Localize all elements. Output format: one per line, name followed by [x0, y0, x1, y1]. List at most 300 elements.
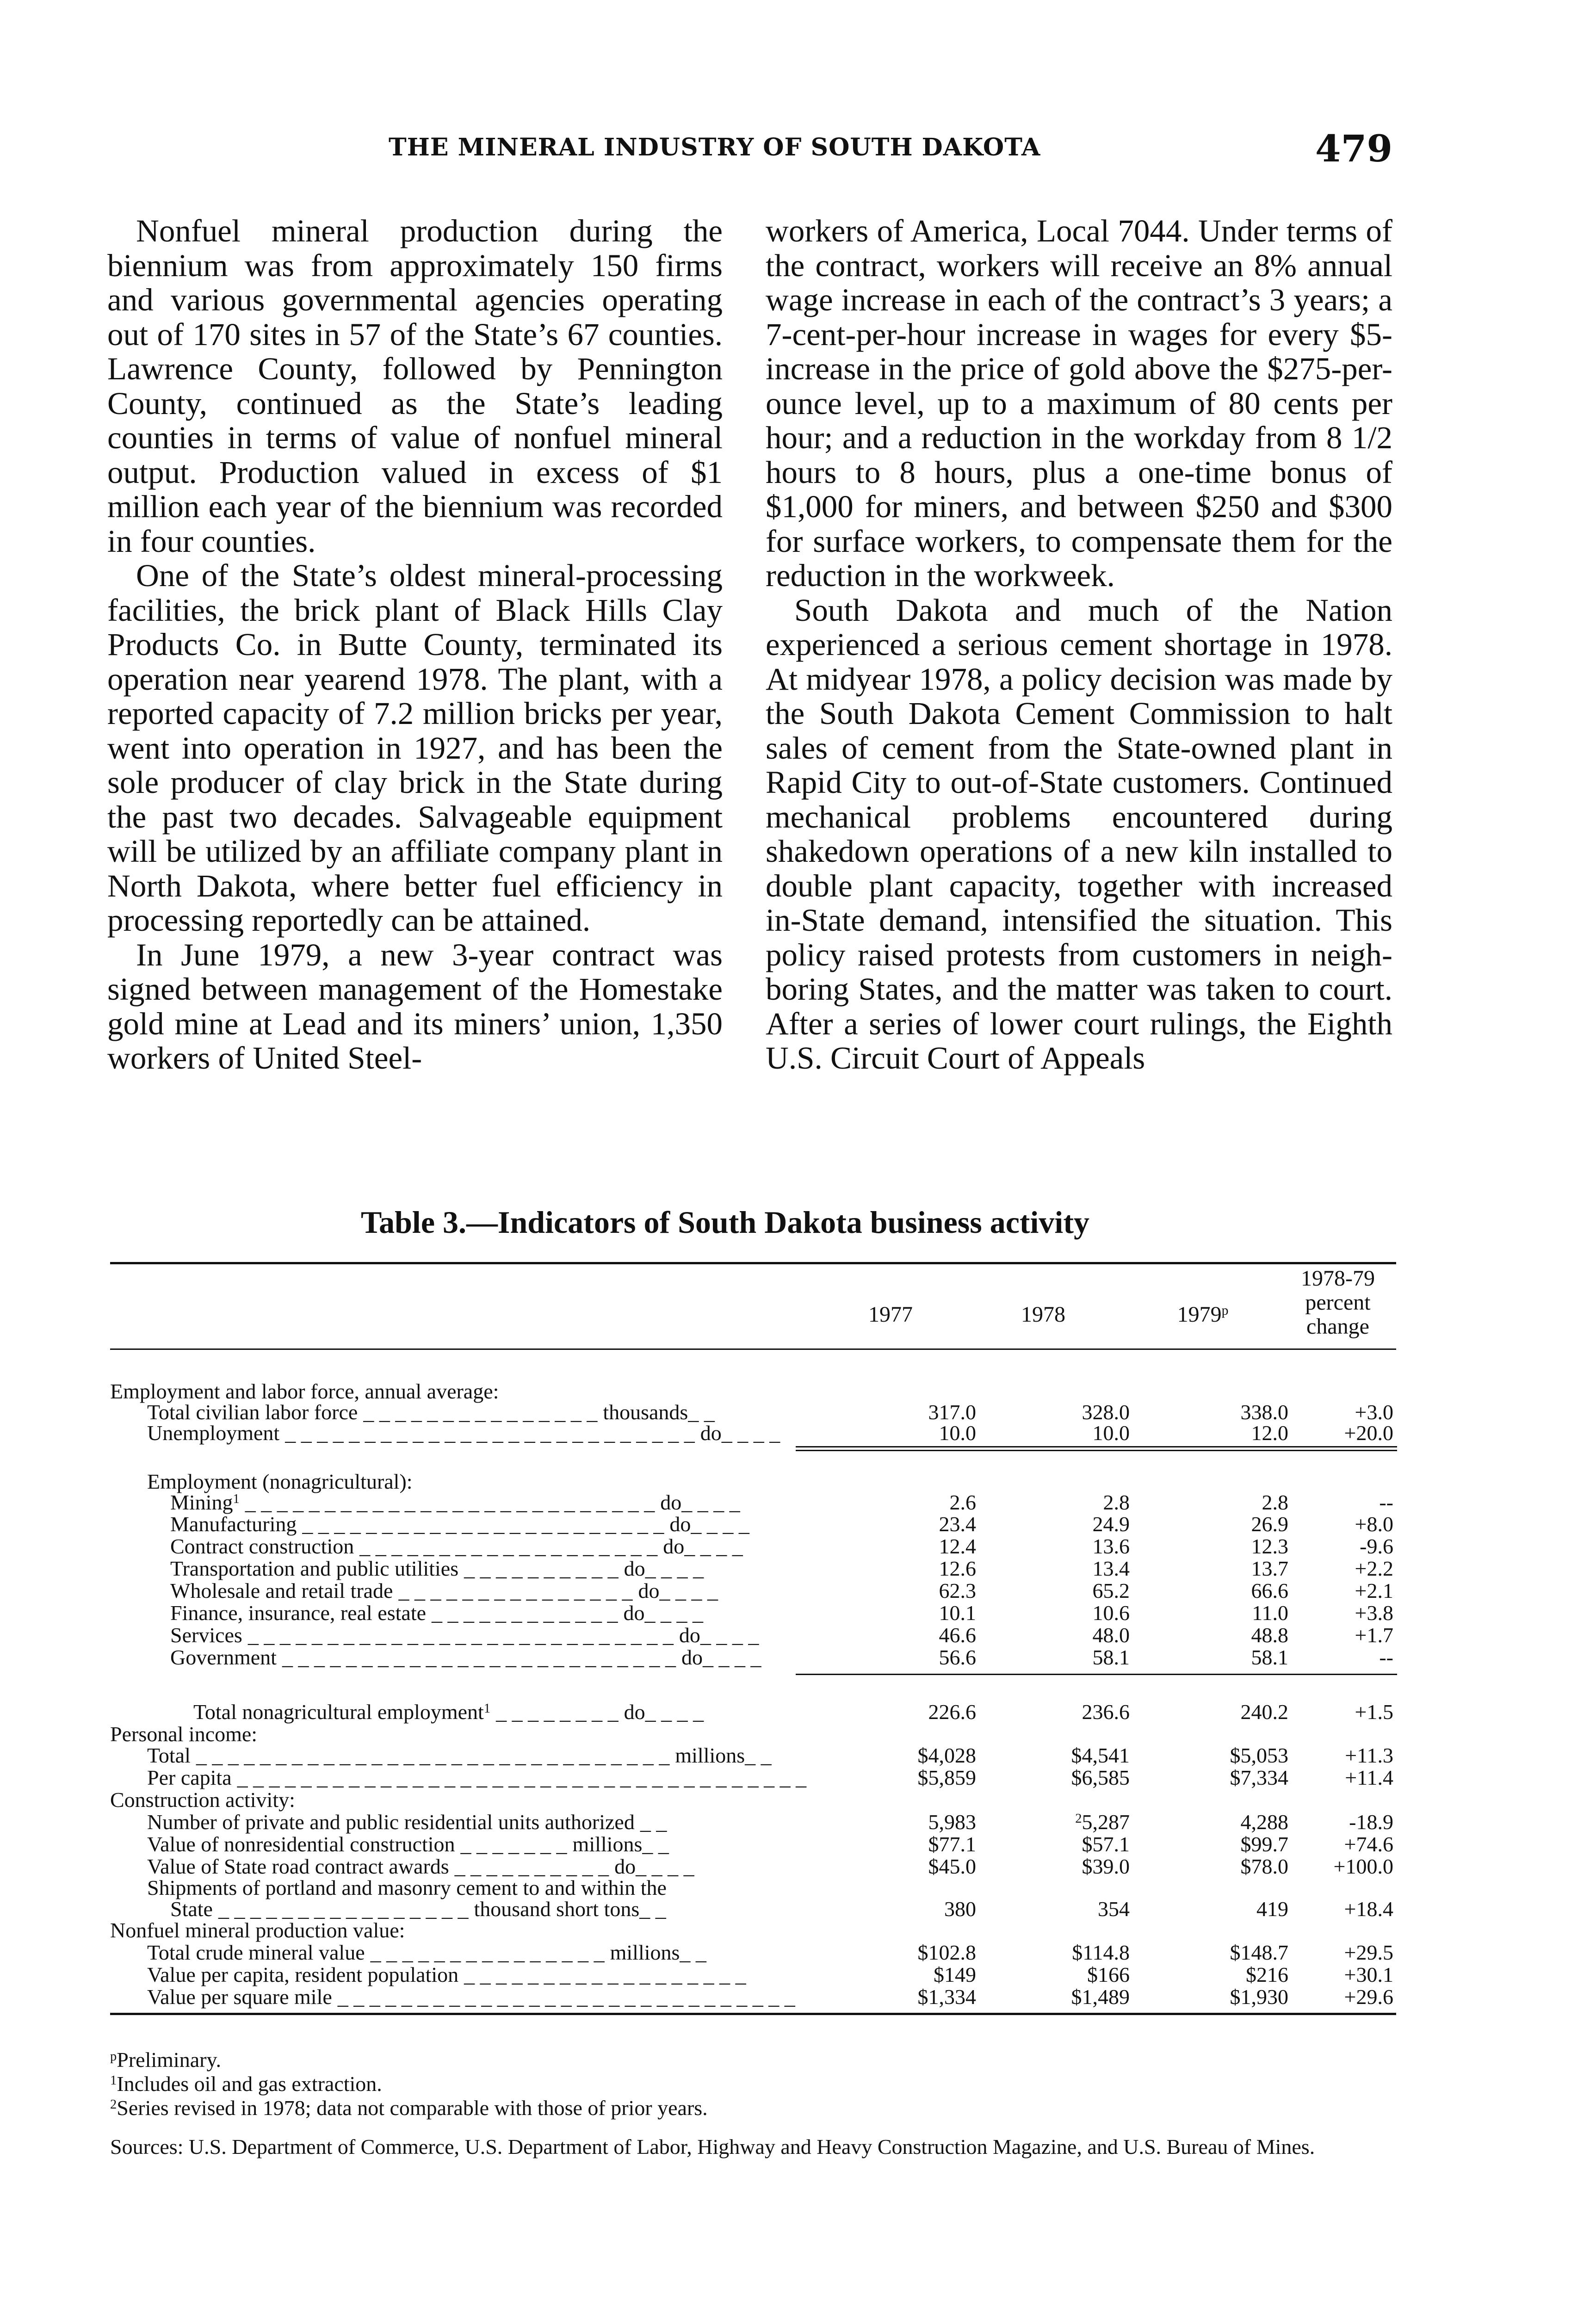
cell-change [1344, 1986, 1393, 2008]
column-header-1978-label: 1978 [1021, 1302, 1065, 1327]
row-label [147, 1745, 772, 1766]
cell-change-value: -- [1379, 1490, 1393, 1514]
cell-1978 [1082, 1701, 1130, 1723]
row-unit: do_ _ _ _ [681, 1645, 761, 1669]
row-label-text: Government [170, 1645, 277, 1669]
row-label-text: Per capita [147, 1766, 232, 1789]
row-label [110, 1789, 295, 1811]
row-unit: millions_ _ [572, 1832, 669, 1856]
cell-1979-value: $1,930 [1230, 1985, 1288, 2009]
cell-1979 [1230, 1745, 1289, 1766]
paragraph: South Dakota and much of the Nation experienced a serious cement shortage in 1978. At midyear 1978, a policy decision was made by the South Dakota Cement Commission to halt sales of cement from the State-owned plant in Rapid City to out-of-State customers. Continued mechanical problems encountered during shakedown operations of a new kiln installed to double plant capacity, together with increased in-State demand, intensified the situation. This policy raised protests from customers in neighboring States, and the matter was taken to court. After a series of lower court rulings, the Eighth U.S. Circuit Court of Appeals [766, 592, 1392, 1076]
cell-change-value: +30.1 [1344, 1963, 1393, 1986]
table-row [0, 1647, 1596, 1668]
table-top-rule [110, 1262, 1396, 1264]
row-label-text: Nonfuel mineral production value: [110, 1918, 405, 1942]
cell-1979 [1251, 1647, 1289, 1668]
row-label-footnote-mark: 1 [233, 1491, 240, 1506]
row-unit: do_ _ _ _ [638, 1579, 718, 1602]
cell-change-value: +18.4 [1344, 1897, 1393, 1921]
table-header-rule [110, 1348, 1396, 1350]
row-label-text: Unemployment [147, 1421, 280, 1445]
cell-1977-value: 62.3 [939, 1579, 976, 1602]
cell-change [1355, 1514, 1393, 1535]
row-unit: millions_ _ [675, 1744, 772, 1767]
cell-change-value: +11.4 [1345, 1766, 1393, 1789]
row-leader: _ _ _ _ _ _ _ _ _ _ _ _ _ _ _ _ _ _ _ _ _ _ _ _ _ [282, 1645, 676, 1669]
row-label [170, 1536, 743, 1557]
cell-change-value: +8.0 [1355, 1512, 1393, 1536]
row-label [170, 1580, 718, 1602]
row-label-text: Total nonagricultural employment [193, 1700, 484, 1724]
cell-1978 [1103, 1492, 1130, 1513]
cell-1978-value: 328.0 [1082, 1400, 1130, 1424]
cell-1977 [918, 1942, 977, 1963]
cell-1979-value: 12.0 [1251, 1421, 1288, 1445]
table-row [0, 1767, 1596, 1788]
row-label [193, 1701, 704, 1723]
cell-1979-value: 338.0 [1240, 1400, 1288, 1424]
cell-1977-value: 2.6 [949, 1490, 976, 1514]
cell-change [1355, 1701, 1393, 1723]
cell-1977 [928, 1834, 977, 1855]
cell-change-value: +1.7 [1355, 1623, 1393, 1647]
table-row [0, 1899, 1596, 1920]
column-header-change-line: change [1306, 1314, 1369, 1339]
column-header-1979 [1133, 1303, 1272, 1379]
cell-1977-value: $77.1 [928, 1832, 976, 1856]
row-label-text: Value per capita, resident population [147, 1963, 459, 1986]
table-row [0, 1402, 1596, 1423]
cell-change-value: -9.6 [1360, 1534, 1393, 1558]
table-row [0, 1856, 1596, 1877]
cell-1978 [1082, 1402, 1130, 1423]
table-row [0, 1834, 1596, 1855]
cell-change [1344, 1834, 1393, 1855]
table-row [0, 1558, 1596, 1579]
cell-change [1334, 1856, 1393, 1877]
paragraph: workers of America, Local 7044. Under terms of the contract, workers will receive an 8% annual wage increase in each of the contract’s 3 years; a 7-cent-per-hour increase in wages for every $5-increase in the price of gold above the $275-per-ounce level, up to a maximum of 80 cents per hour; and a reduction in the workday from 8 1/2 hours to 8 hours, plus a one-time bonus of $1,000 for miners, and between $250 and $300 for surface workers, to compensate them for the reduction in the workweek. [766, 213, 1392, 593]
row-label [147, 1856, 694, 1877]
cell-1978-value: 10.6 [1092, 1601, 1130, 1625]
cell-1978 [1093, 1625, 1130, 1646]
cell-1978-value: 2.8 [1103, 1490, 1130, 1514]
cell-1979 [1230, 1942, 1289, 1963]
row-label-text: Manufacturing [170, 1512, 297, 1536]
cell-change [1345, 1745, 1393, 1766]
row-unit: do_ _ _ _ [669, 1512, 749, 1536]
preliminary-mark: p [1221, 1303, 1229, 1318]
cell-1977-value: $102.8 [917, 1941, 976, 1964]
table-row [0, 1812, 1596, 1833]
row-label [110, 1724, 257, 1745]
cell-1977-value: $4,028 [917, 1744, 976, 1767]
cell-1977-value: 46.6 [939, 1623, 976, 1647]
cell-1978-value: $57.1 [1082, 1832, 1130, 1856]
cell-1977-value: $45.0 [928, 1855, 976, 1878]
cell-change-value: +29.6 [1344, 1985, 1393, 2009]
cell-1977-value: 12.6 [939, 1557, 976, 1580]
row-leader: _ _ [640, 1810, 667, 1834]
row-label-text: Total civilian labor force [147, 1400, 358, 1424]
cell-1977 [928, 1701, 977, 1723]
cell-1977-value: $5,859 [917, 1766, 976, 1789]
row-unit: millions_ _ [610, 1941, 706, 1964]
cell-1978 [1071, 1986, 1130, 2008]
row-label-text: Finance, insurance, real estate [170, 1601, 427, 1625]
row-leader: _ _ _ _ _ _ _ _ _ _ _ _ _ _ _ _ _ _ _ _ _ _ _ _ _ _ _ _ _ _ _ _ _ _ _ _ [237, 1766, 807, 1789]
cell-change [1355, 1625, 1393, 1646]
row-label-text: Value of nonresidential construction [147, 1832, 455, 1856]
cell-change [1379, 1492, 1393, 1513]
row-label [110, 1920, 405, 1941]
row-label [147, 1877, 667, 1899]
table-row [0, 1536, 1596, 1557]
cell-change [1349, 1812, 1393, 1833]
cell-1978 [1093, 1514, 1130, 1535]
row-label [170, 1647, 761, 1668]
row-label-text: Contract construction [170, 1534, 354, 1558]
footnote-text: Series revised in 1978; data not comparable with those of prior years. [117, 2096, 708, 2120]
cell-1979-value: 26.9 [1251, 1512, 1288, 1536]
cell-1979-value: 419 [1256, 1897, 1288, 1921]
cell-1979 [1251, 1625, 1289, 1646]
table-row [0, 1986, 1596, 2008]
row-label [170, 1514, 749, 1535]
cell-change [1355, 1580, 1393, 1602]
cell-change-value: +74.6 [1344, 1832, 1393, 1856]
body-column-right [766, 214, 1392, 1076]
cell-1977-value: 5,983 [928, 1810, 976, 1834]
footnote-1 [110, 2072, 1401, 2096]
cell-1978 [1093, 1580, 1130, 1602]
footnote-mark: 2 [110, 2097, 117, 2112]
cell-1977-value: 23.4 [939, 1512, 976, 1536]
cell-1977 [928, 1402, 977, 1423]
row-leader: _ _ _ _ _ _ _ _ _ _ _ _ _ _ _ [398, 1579, 633, 1602]
cell-change-value: +11.3 [1345, 1744, 1393, 1767]
cell-1978 [1087, 1964, 1130, 1985]
body-column-left [107, 214, 723, 1076]
cell-change-value: +3.8 [1355, 1601, 1393, 1625]
cell-1977 [934, 1964, 976, 1985]
row-leader: _ _ _ _ _ _ _ _ _ _ _ _ _ _ _ _ _ _ _ _ _ _ _ [302, 1512, 664, 1536]
table-title: Table 3.—Indicators of South Dakota business activity [361, 1205, 1089, 1240]
column-header-1977 [821, 1303, 960, 1379]
cell-1978-value: 354 [1098, 1897, 1130, 1921]
cell-1979 [1241, 1834, 1289, 1855]
row-label-text: Value per square mile [147, 1985, 332, 2009]
row-leader: _ _ _ _ _ _ _ _ _ _ _ _ _ _ _ _ _ _ [464, 1963, 746, 1986]
cell-1979-value: $78.0 [1240, 1855, 1288, 1878]
row-label [147, 1422, 780, 1444]
row-unit: do_ _ _ _ [623, 1601, 704, 1625]
row-label [147, 1812, 667, 1833]
cell-1978-value: $39.0 [1082, 1855, 1130, 1878]
cell-1978-value: 24.9 [1092, 1512, 1130, 1536]
cell-1977 [939, 1647, 977, 1668]
cell-1978 [1082, 1834, 1130, 1855]
table-row [0, 1964, 1596, 1985]
row-label [110, 1381, 499, 1402]
cell-1979 [1230, 1986, 1289, 2008]
cell-1979 [1230, 1767, 1289, 1788]
row-label-text: Personal income: [110, 1722, 258, 1746]
cell-1977 [928, 1856, 977, 1877]
table-row [0, 1920, 1596, 1941]
row-label [147, 1402, 715, 1423]
cell-1977-value: 56.6 [939, 1645, 976, 1669]
cell-1978-value: 13.4 [1092, 1557, 1130, 1580]
row-label-text: Total crude mineral value [147, 1941, 365, 1964]
cell-1977-value: 10.1 [939, 1601, 976, 1625]
section-rule [796, 1450, 1397, 1451]
cell-1979-value: $216 [1246, 1963, 1288, 1986]
cell-1979 [1256, 1899, 1288, 1920]
row-label-text: Total [147, 1744, 191, 1767]
cell-change-value: +20.0 [1344, 1421, 1393, 1445]
row-label [170, 1492, 740, 1513]
row-label-text: State [170, 1897, 213, 1921]
row-unit: thousands_ _ [603, 1400, 715, 1424]
table-row [0, 1471, 1596, 1492]
row-unit: thousand short tons_ _ [474, 1897, 666, 1921]
row-label-text: Services [170, 1623, 242, 1647]
cell-change [1355, 1402, 1393, 1423]
cell-footnote-mark: 2 [1075, 1811, 1082, 1826]
cell-1978-value: 10.0 [1092, 1421, 1130, 1445]
cell-1978 [1072, 1942, 1130, 1963]
cell-change-value: +100.0 [1333, 1855, 1393, 1878]
cell-change-value: -- [1379, 1645, 1393, 1669]
cell-change-value: +1.5 [1355, 1700, 1393, 1724]
table-row [0, 1789, 1596, 1811]
paragraph: Nonfuel mineral production during the biennium was from approximately 150 firms and various governmental agencies operating out of 170 sites in 57 of the State’s 67 counties. Lawrence County, followed by Pennington County, continued as the State’s leading counties in terms of value of nonfuel mineral output. Production valued in excess of $1 million each year of the biennium was recorded in four counties. [107, 213, 723, 559]
cell-1977 [939, 1625, 977, 1646]
cell-1977 [950, 1492, 977, 1513]
footnote-text: Preliminary. [117, 2048, 221, 2072]
row-label-text: Transportation and public utilities [170, 1557, 459, 1580]
cell-1979 [1251, 1558, 1289, 1579]
table-row [0, 1724, 1596, 1745]
cell-1979 [1251, 1536, 1289, 1557]
cell-1979 [1241, 1701, 1289, 1723]
cell-1977-value: 12.4 [939, 1534, 976, 1558]
cell-1979-value: $7,334 [1230, 1766, 1288, 1789]
cell-1978 [1075, 1812, 1130, 1833]
cell-1979-value: 58.1 [1251, 1645, 1288, 1669]
cell-change-value: +29.5 [1344, 1941, 1393, 1964]
row-unit: do_ _ _ _ [700, 1421, 780, 1445]
footnote-preliminary [110, 2048, 1401, 2072]
cell-change-value: +2.2 [1355, 1557, 1393, 1580]
cell-1979-value: 240.2 [1240, 1700, 1288, 1724]
paragraph: One of the State’s oldest mineral-processing facilities, the brick plant of Black Hills Clay Products Co. in Butte County, terminated its operation near yearend 1978. The plant, with a reported capacity of 7.2 million bricks per year, went into operation in 1927, and has been the sole producer of clay brick in the State during the past two decades. Salvageable equipment will be utilized by an affiliate company plant in North Dakota, where better fuel efficiency in processing reportedly can be attained. [107, 558, 723, 938]
row-label-text: Number of private and public residential units authorized [147, 1810, 635, 1834]
cell-change [1344, 1964, 1393, 1985]
row-leader: _ _ _ _ _ _ _ _ _ _ _ _ _ _ _ [363, 1400, 598, 1424]
row-label [170, 1602, 703, 1624]
cell-1979 [1252, 1602, 1288, 1624]
running-head [116, 127, 1392, 170]
cell-1979 [1246, 1964, 1288, 1985]
cell-1977 [939, 1514, 977, 1535]
footnote-text: Includes oil and gas extraction. [117, 2072, 382, 2096]
cell-1977-value: $1,334 [917, 1985, 976, 2009]
cell-1977 [939, 1602, 977, 1624]
cell-1978-value: $114.8 [1072, 1941, 1130, 1964]
row-leader: _ _ _ _ _ _ _ _ _ _ _ _ _ _ _ _ _ _ _ _ _ _ _ _ _ _ _ _ _ _ [196, 1744, 670, 1767]
footnote-2 [110, 2097, 1401, 2120]
cell-change [1344, 1422, 1393, 1444]
row-label [147, 1942, 706, 1963]
cell-1978-value: 48.0 [1092, 1623, 1130, 1647]
cell-1978 [1082, 1856, 1130, 1877]
cell-1977-value: 226.6 [928, 1700, 976, 1724]
cell-1977 [939, 1558, 977, 1579]
cell-1979-value: 48.8 [1251, 1623, 1288, 1647]
cell-change [1344, 1899, 1393, 1920]
table-row [0, 1492, 1596, 1513]
cell-1979-value: 2.8 [1262, 1490, 1288, 1514]
cell-1979 [1241, 1402, 1289, 1423]
footnote-mark: 1 [110, 2073, 117, 2088]
row-leader: _ _ _ _ _ _ _ _ _ _ _ _ _ _ _ _ _ _ _ _ _ _ _ _ _ _ _ [247, 1623, 674, 1647]
row-label [147, 1767, 806, 1788]
cell-1977-value: $149 [934, 1963, 976, 1986]
cell-change [1344, 1942, 1393, 1963]
row-label-text: Value of State road contract awards [147, 1855, 449, 1878]
cell-1978-value: 58.1 [1092, 1645, 1130, 1669]
cell-1978-value: 13.6 [1092, 1534, 1130, 1558]
table-row [0, 1701, 1596, 1723]
cell-1979 [1251, 1514, 1289, 1535]
table-row [0, 1422, 1596, 1444]
row-leader: _ _ _ _ _ _ _ _ _ _ _ _ _ _ _ _ _ _ _ [359, 1534, 658, 1558]
cell-change [1345, 1767, 1393, 1788]
row-leader: _ _ _ _ _ _ _ _ _ _ _ _ [432, 1601, 618, 1625]
page-number: 479 [1315, 127, 1392, 170]
cell-1979-value: 13.7 [1251, 1557, 1288, 1580]
cell-1977-value: 10.0 [939, 1421, 976, 1445]
row-label [170, 1899, 666, 1920]
cell-1979-value: 4,288 [1240, 1810, 1288, 1834]
cell-1978 [1093, 1558, 1130, 1579]
column-header-1978 [974, 1303, 1113, 1379]
cell-1977 [939, 1580, 977, 1602]
row-leader: _ _ _ _ _ _ _ _ _ _ _ _ _ _ _ _ _ _ _ _ _ _ _ _ _ _ [245, 1490, 655, 1514]
cell-1978 [1071, 1767, 1130, 1788]
column-header-1979-label: 1979 [1177, 1302, 1222, 1327]
cell-1977 [918, 1767, 977, 1788]
row-label [147, 1834, 669, 1855]
row-label [147, 1986, 795, 2008]
row-unit: do_ _ _ _ [624, 1557, 704, 1580]
cell-1979 [1241, 1812, 1289, 1833]
cell-1977-value: 380 [944, 1897, 976, 1921]
row-label [147, 1471, 413, 1492]
table-row [0, 1602, 1596, 1624]
row-unit: do_ _ _ _ [614, 1855, 694, 1878]
cell-change [1355, 1558, 1393, 1579]
cell-1978 [1093, 1536, 1130, 1557]
cell-change-value: -18.9 [1349, 1810, 1393, 1834]
row-label [147, 1964, 746, 1985]
row-unit: do_ _ _ _ [624, 1700, 704, 1724]
row-leader: _ _ _ _ _ _ _ _ _ _ _ _ _ _ _ _ _ _ _ _ _ _ _ _ _ _ [285, 1421, 695, 1445]
cell-change [1355, 1602, 1393, 1624]
cell-change [1360, 1536, 1393, 1557]
cell-change-value: +2.1 [1355, 1579, 1393, 1602]
column-header-change-line: 1978-79 [1301, 1266, 1375, 1291]
row-leader: _ _ _ _ _ _ _ _ _ _ _ _ _ _ _ _ [218, 1897, 469, 1921]
row-leader: _ _ _ _ _ _ _ _ _ _ _ _ _ _ _ _ _ _ _ _ _ _ _ _ _ _ _ _ _ [337, 1985, 795, 2009]
cell-1978 [1098, 1899, 1130, 1920]
column-header-1977-label: 1977 [868, 1302, 913, 1327]
cell-1977 [939, 1536, 977, 1557]
cell-change [1379, 1647, 1393, 1668]
row-label-text: Shipments of portland and masonry cement to and within the [147, 1876, 667, 1899]
row-label [170, 1625, 759, 1646]
cell-1977 [918, 1745, 977, 1766]
paragraph: In June 1979, a new 3-year contract was signed between management of the Homestake gold mine at Lead and its miners’ union, 1,350 workers of United Steel- [107, 937, 723, 1076]
row-leader: _ _ _ _ _ _ _ _ _ _ [454, 1855, 609, 1878]
cell-1977 [939, 1422, 977, 1444]
table-row [0, 1942, 1596, 1963]
cell-1979 [1251, 1580, 1289, 1602]
cell-1979-value: 66.6 [1251, 1579, 1288, 1602]
cell-1978-value: $4,541 [1071, 1744, 1130, 1767]
cell-1978 [1093, 1647, 1130, 1668]
row-label-text: Employment (nonagricultural): [147, 1470, 413, 1493]
row-unit: do_ _ _ _ [663, 1534, 743, 1558]
cell-change-value: +3.0 [1355, 1400, 1393, 1424]
cell-1979 [1262, 1492, 1289, 1513]
column-header-change-line: percent [1305, 1290, 1371, 1315]
footnote-mark: p [110, 2049, 117, 2064]
cell-1979-value: 12.3 [1251, 1534, 1288, 1558]
table-bottom-rule [110, 2013, 1396, 2015]
cell-1979-value: $99.7 [1240, 1832, 1288, 1856]
row-label-text: Construction activity: [110, 1788, 295, 1812]
cell-1978-value: $1,489 [1071, 1985, 1130, 2009]
cell-1978-value: $6,585 [1071, 1766, 1130, 1789]
row-leader: _ _ _ _ _ _ _ _ [496, 1700, 619, 1724]
cell-1979-value: $148.7 [1230, 1941, 1288, 1964]
row-label-text: Employment and labor force, annual average: [110, 1379, 499, 1403]
table-sources: Sources: U.S. Department of Commerce, U.S. Department of Labor, Highway and Heavy Construction Magazine, and U.S. Bureau of Mines. [110, 2135, 1315, 2158]
cell-1978 [1093, 1602, 1130, 1624]
row-label-text: Mining [170, 1490, 233, 1514]
table-row [0, 1381, 1596, 1402]
column-header-change [1278, 1267, 1398, 1343]
cell-1978 [1093, 1422, 1130, 1444]
row-label-footnote-mark: 1 [483, 1701, 491, 1716]
cell-1978-value: 65.2 [1092, 1579, 1130, 1602]
table-row [0, 1514, 1596, 1535]
row-unit: do_ _ _ _ [679, 1623, 759, 1647]
row-leader: _ _ _ _ _ _ _ [460, 1832, 567, 1856]
cell-1977 [928, 1812, 977, 1833]
table-row [0, 1877, 1596, 1899]
table-row [0, 1625, 1596, 1646]
table-row [0, 1745, 1596, 1766]
section-rule [796, 1446, 1397, 1447]
row-unit: do_ _ _ _ [660, 1490, 740, 1514]
running-title: THE MINERAL INDUSTRY OF SOUTH DAKOTA [389, 133, 1041, 161]
cell-1979-value: 11.0 [1252, 1601, 1288, 1625]
cell-1977 [918, 1986, 977, 2008]
